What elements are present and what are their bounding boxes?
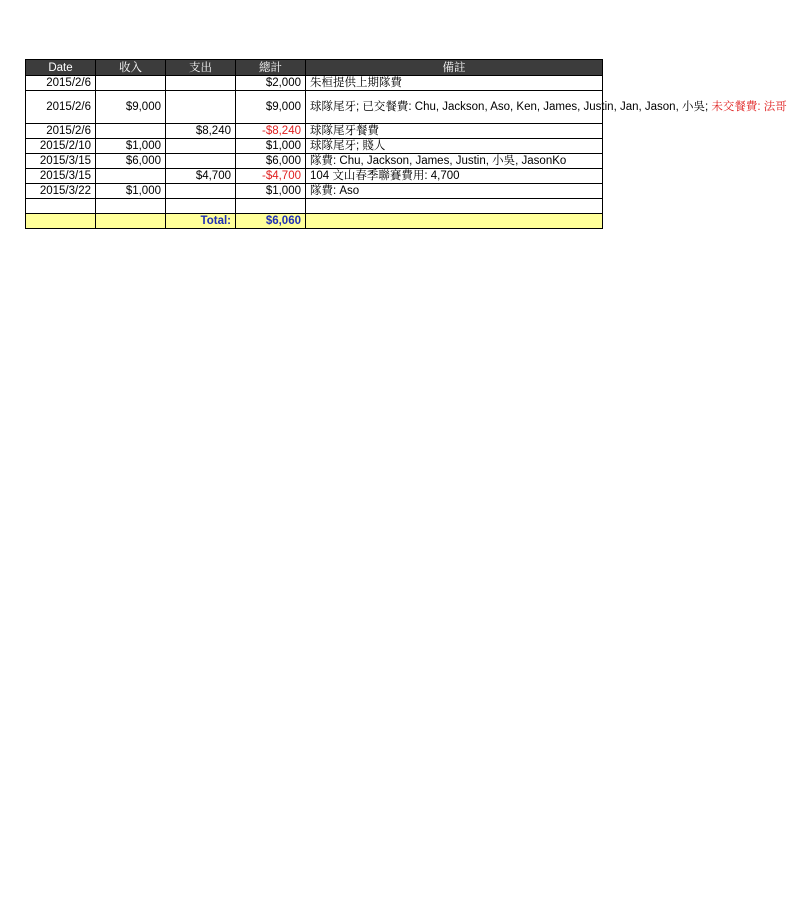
cell-income[interactable]: $9,000 [96, 91, 166, 124]
table-row [26, 184, 603, 199]
cell-total[interactable]: $2,000 [236, 76, 306, 91]
cell-date[interactable]: 2015/2/6 [26, 76, 96, 91]
cell-total[interactable]: $1,000 [236, 184, 306, 199]
total-row [26, 214, 603, 229]
cell-date[interactable] [26, 199, 96, 214]
cell-income[interactable] [96, 124, 166, 139]
cell-note[interactable] [306, 199, 603, 214]
cell-expense[interactable]: $8,240 [166, 124, 236, 139]
cell-note[interactable]: 朱桓提供上期隊費 [306, 76, 603, 91]
cell-expense[interactable] [166, 184, 236, 199]
total-value[interactable]: $6,060 [236, 214, 306, 229]
note-text: 球隊尾牙; 已交餐費: Chu, Jackson, Aso, Ken, James, Justin, Jan, Jason, 小吳; [310, 100, 712, 113]
header-income: 收入 [96, 60, 166, 76]
header-expense: 支出 [166, 60, 236, 76]
table-row [26, 76, 603, 91]
total-label[interactable]: Total: [166, 214, 236, 229]
cell-income[interactable]: $1,000 [96, 184, 166, 199]
cell-note[interactable] [306, 91, 787, 124]
note-unpaid-text: 未交餐費: 法哥 [711, 100, 787, 113]
cell-expense[interactable] [166, 76, 236, 91]
cell-income[interactable] [96, 199, 166, 214]
cell-total[interactable]: -$8,240 [236, 124, 306, 139]
cell-income[interactable]: $6,000 [96, 154, 166, 169]
ledger-table [25, 59, 787, 229]
cell-total[interactable]: $6,000 [236, 154, 306, 169]
cell-expense[interactable]: $4,700 [166, 169, 236, 184]
table-row [26, 154, 603, 169]
table-row [26, 124, 603, 139]
header-note: 備註 [306, 60, 603, 76]
cell-date[interactable]: 2015/3/22 [26, 184, 96, 199]
cell-date[interactable]: 2015/2/6 [26, 91, 96, 124]
cell-total[interactable]: $9,000 [236, 91, 306, 124]
header-date: Date [26, 60, 96, 76]
header-total: 總計 [236, 60, 306, 76]
cell-expense[interactable] [166, 199, 236, 214]
cell-income[interactable] [96, 76, 166, 91]
cell-total[interactable] [236, 199, 306, 214]
cell-note[interactable]: 隊費: Chu, Jackson, James, Justin, 小吳, JasonKo [306, 154, 603, 169]
total-cell-blank[interactable] [96, 214, 166, 229]
cell-note[interactable]: 隊費: Aso [306, 184, 603, 199]
cell-date[interactable]: 2015/3/15 [26, 169, 96, 184]
table-row [26, 139, 603, 154]
cell-note[interactable]: 104 文山春季聯賽費用: 4,700 [306, 169, 603, 184]
total-cell-blank[interactable] [306, 214, 603, 229]
cell-note[interactable]: 球隊尾牙餐費 [306, 124, 603, 139]
header-row [26, 60, 603, 76]
table-row [26, 91, 603, 124]
cell-note[interactable]: 球隊尾牙; 賤人 [306, 139, 603, 154]
total-cell-blank[interactable] [26, 214, 96, 229]
cell-total[interactable]: -$4,700 [236, 169, 306, 184]
cell-total[interactable]: $1,000 [236, 139, 306, 154]
cell-expense[interactable] [166, 154, 236, 169]
cell-date[interactable]: 2015/3/15 [26, 154, 96, 169]
cell-income[interactable] [96, 169, 166, 184]
cell-income[interactable]: $1,000 [96, 139, 166, 154]
table-row [26, 169, 603, 184]
cell-expense[interactable] [166, 91, 236, 124]
cell-date[interactable]: 2015/2/10 [26, 139, 96, 154]
table-row-empty [26, 199, 603, 214]
cell-date[interactable]: 2015/2/6 [26, 124, 96, 139]
cell-expense[interactable] [166, 139, 236, 154]
